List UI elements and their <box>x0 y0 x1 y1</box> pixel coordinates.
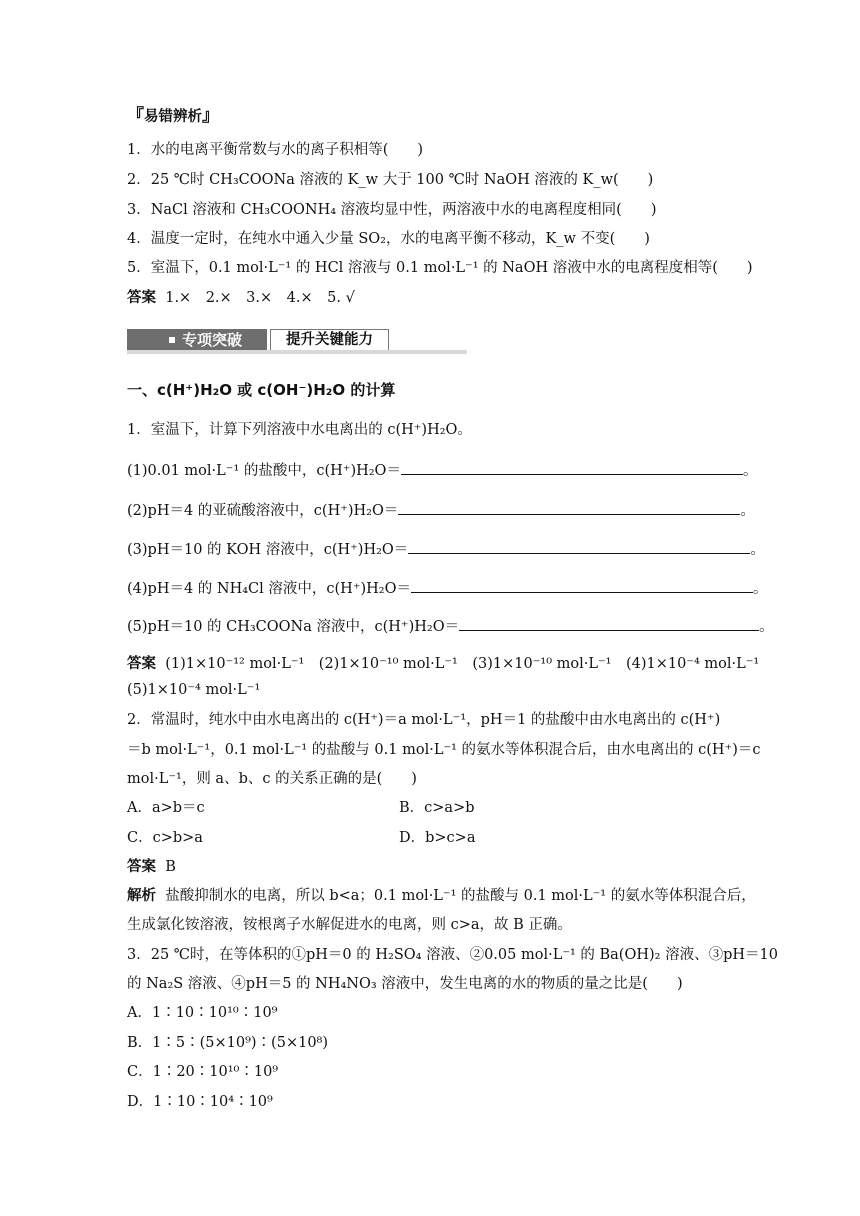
square-bullet-icon <box>169 337 175 343</box>
header-bracket-close: 』 <box>202 106 219 126</box>
answer-blank-2[interactable] <box>398 500 740 515</box>
section-banner <box>127 329 467 353</box>
banner-left <box>127 329 267 351</box>
q1-part-1 <box>127 460 757 481</box>
q1-answer <box>127 654 759 674</box>
error-item-5: 5．室温下，0.1 mol·L⁻¹ 的 HCl 溶液与 0.1 mol·L⁻¹ 的 NaOH 溶液中水的电离程度相等( ) <box>127 260 753 276</box>
answer-label: 答案 <box>127 656 156 672</box>
q2-line-3: mol·L⁻¹，则 a、b、c 的关系正确的是( ) <box>127 771 417 787</box>
answer-blank-5[interactable] <box>459 616 759 631</box>
analysis-label: 解析 <box>127 888 156 904</box>
error-item-1: 1．水的电离平衡常数与水的离子积相等( ) <box>127 142 424 158</box>
section1-answer <box>127 288 355 308</box>
q3-option-d: D．1∶10∶10⁴∶10⁹ <box>127 1094 273 1110</box>
q1-answer-line-1: (1)1×10⁻¹² mol·L⁻¹ (2)1×10⁻¹⁰ mol·L⁻¹ (3)1×10⁻¹⁰ mol·L⁻¹ (4)1×10⁻⁴ mol·L⁻¹ <box>165 656 760 672</box>
q2-option-b: B．c>a>b <box>399 800 475 816</box>
section-header-error-analysis <box>127 106 219 127</box>
q2-option-a: A．a>b＝c <box>127 800 205 816</box>
q1-part-1-text: (1)0.01 mol·L⁻¹ 的盐酸中，c(H⁺)H₂O＝ <box>127 463 401 479</box>
q3-option-c: C．1∶20∶10¹⁰∶10⁹ <box>127 1064 279 1080</box>
q1-part-3 <box>127 539 765 560</box>
header-title: 易错辨析 <box>144 109 202 125</box>
header-bracket-open: 『 <box>127 106 144 126</box>
period: 。 <box>759 619 774 635</box>
q1-part-4 <box>127 578 767 599</box>
q3-option-b: B．1∶5∶(5×10⁹)∶(5×10⁸) <box>127 1035 329 1051</box>
answer-blank-3[interactable] <box>408 539 750 554</box>
error-item-2: 2．25 ℃时 CH₃COONa 溶液的 K_w 大于 100 ℃时 NaOH 溶液的 K_w( ) <box>127 172 654 188</box>
q2-line-2: ＝b mol·L⁻¹，0.1 mol·L⁻¹ 的盐酸与 0.1 mol·L⁻¹ 的氨水等体积混合后，由水电离出的 c(H⁺)＝c <box>127 742 761 758</box>
q1-part-4-text: (4)pH＝4 的 NH₄Cl 溶液中，c(H⁺)H₂O＝ <box>127 581 411 597</box>
answer-label: 答案 <box>127 859 156 875</box>
q1-stem: 1．室温下，计算下列溶液中水电离出的 c(H⁺)H₂O。 <box>127 422 472 438</box>
q1-part-5 <box>127 616 774 637</box>
q1-part-2-text: (2)pH＝4 的亚硫酸溶液中，c(H⁺)H₂O＝ <box>127 503 399 519</box>
banner-left-label: 专项突破 <box>182 331 243 349</box>
period: 。 <box>750 542 765 558</box>
answer-label: 答案 <box>127 290 156 306</box>
q2-answer-value: B <box>165 859 176 875</box>
period: 。 <box>742 463 758 479</box>
q1-part-3-text: (3)pH＝10 的 KOH 溶液中，c(H⁺)H₂O＝ <box>127 542 409 558</box>
q2-analysis-line-1 <box>127 886 756 906</box>
q2-option-d: D．b>c>a <box>399 830 476 846</box>
q1-part-5-text: (5)pH＝10 的 CH₃COONa 溶液中，c(H⁺)H₂O＝ <box>127 619 460 635</box>
error-item-3: 3．NaCl 溶液和 CH₃COONH₄ 溶液均显中性，两溶液中水的电离程度相同( ) <box>127 202 657 218</box>
q1-part-2 <box>127 500 755 521</box>
q3-option-a: A．1∶10∶10¹⁰∶10⁹ <box>127 1005 278 1021</box>
period: 。 <box>752 581 768 597</box>
q1-answer-line-2: (5)1×10⁻⁴ mol·L⁻¹ <box>127 682 261 698</box>
q2-analysis-line-2: 生成氯化铵溶液，铵根离子水解促进水的电离，则 c>a，故 B 正确。 <box>127 917 572 933</box>
q3-line-2: 的 Na₂S 溶液、④pH＝5 的 NH₄NO₃ 溶液中，发生电离的水的物质的量之比是( ) <box>127 976 683 992</box>
error-item-4: 4．温度一定时，在纯水中通入少量 SO₂，水的电离平衡不移动，K_w 不变( ) <box>127 231 650 247</box>
q2-analysis-text-1: 盐酸抑制水的电离，所以 b<a；0.1 mol·L⁻¹ 的盐酸与 0.1 mol·L⁻¹ 的氨水等体积混合后， <box>165 888 756 904</box>
q2-option-c: C．c>b>a <box>127 830 203 846</box>
answer-text: 1.× 2.× 3.× 4.× 5. √ <box>165 290 355 306</box>
section2-title: 一、c(H⁺)H₂O 或 c(OH⁻)H₂O 的计算 <box>127 381 396 399</box>
banner-right: 提升关键能力 <box>270 329 389 351</box>
answer-blank-4[interactable] <box>411 578 753 593</box>
banner-strip <box>127 350 467 354</box>
q2-answer <box>127 857 176 877</box>
q2-line-1: 2．常温时，纯水中由水电离出的 c(H⁺)＝a mol·L⁻¹，pH＝1 的盐酸中由水电离出的 c(H⁺) <box>127 712 721 728</box>
period: 。 <box>740 503 755 519</box>
answer-blank-1[interactable] <box>401 460 743 475</box>
q3-line-1: 3．25 ℃时，在等体积的①pH＝0 的 H₂SO₄ 溶液、②0.05 mol·L⁻¹ 的 Ba(OH)₂ 溶液、③pH＝10 <box>127 947 778 963</box>
